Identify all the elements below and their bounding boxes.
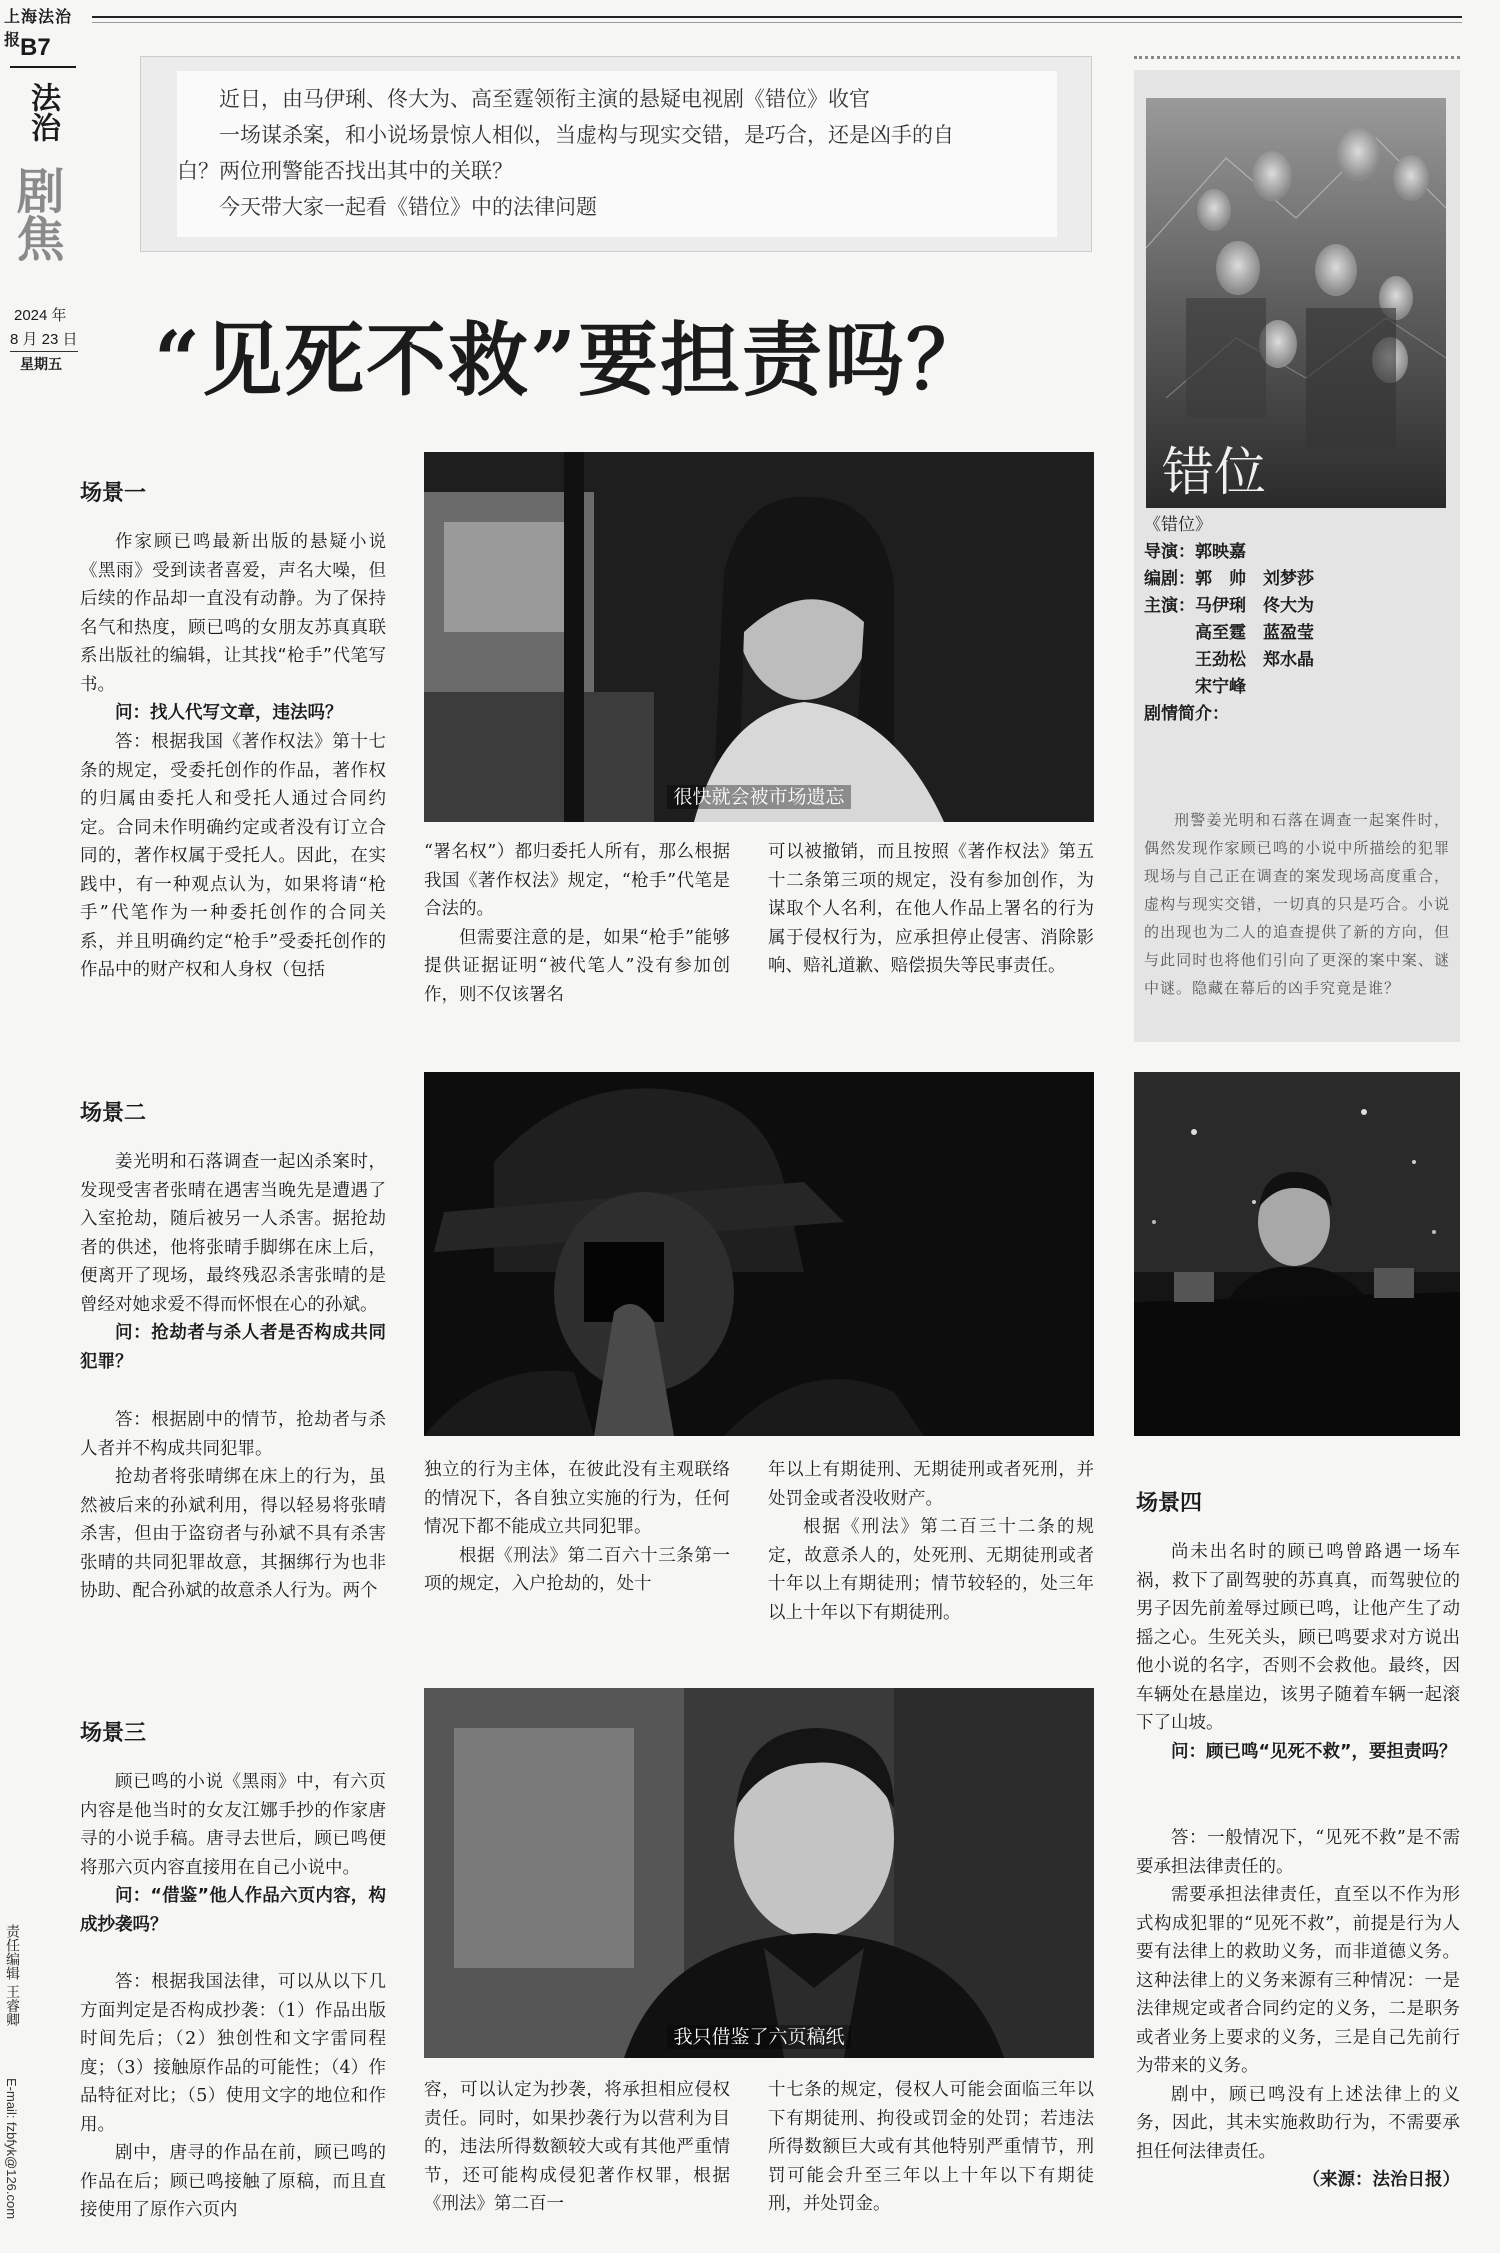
scene3-story-text: 顾已鸣的小说《黑雨》中，有六页内容是他当时的女友江娜手抄的作家唐寻的小说手稿。唐寻去世后，顾已鸣便将那六页内容直接用在自己小说中。 [80, 1772, 386, 1878]
date-day: 8 月 23 日 [10, 328, 78, 352]
cast-line: 高至霆 蓝盈莹 [1195, 623, 1314, 643]
scene3-col2 [424, 2076, 730, 2219]
intro-line: 近日，由马伊琍、佟大为、高至霆领衔主演的悬疑电视剧《错位》收官 [219, 87, 870, 111]
cast-line: 主演：马伊琍 佟大为 [1144, 596, 1314, 616]
date-weekday: 星期五 [20, 356, 62, 372]
scene2-answer-col1 [80, 1406, 386, 1606]
intro-line: 今天带大家一起看《错位》中的法律问题 [219, 195, 597, 219]
show-title: 《错位》 [1144, 515, 1212, 535]
scene3-analysis: 剧中，唐寻的作品在前，顾已鸣的作品在后；顾已鸣接触了原稿，而且直接使用了原作六页内 [80, 2143, 386, 2220]
scene2-law2: 根据《刑法》第二百三十二条的规定，故意杀人的，处死刑、无期徒刑或者十年以上有期徒刑；情节较轻的，处三年以上十年以下有期徒刑。 [768, 1517, 1094, 1623]
credits [1144, 512, 1450, 728]
scene1-answer: 答：根据我国《著作权法》第十七条的规定，受委托创作的作品，著作权的归属由委托人和受托人通过合同约定。合同未作明确约定或者没有订立合同的，著作权属于受托人。因此，在实践中，有一种观点认为，如果将请“枪手”代笔作为一种委托创作的合同关系，并且明确约定“枪手”受委托创作的作品中的财产权和人身权（包括 [80, 732, 386, 980]
scene4-question: 问：顾已鸣“见死不救”，要担责吗？ [1171, 1741, 1457, 1762]
scene3-photo-subtitle: 我只借鉴了六页稿纸 [424, 2022, 1094, 2049]
scene1-answer-cont: “署名权”）都归委托人所有，那么根据我国《著作权法》规定，“枪手”代笔是合法的。 [424, 842, 730, 919]
scene3-question: 问：“借鉴”他人作品六页内容，构成抄袭吗？ [80, 1886, 386, 1935]
sidebar-dotted-rule [1134, 56, 1460, 63]
date-year: 2024 年 [14, 307, 67, 324]
scene-title: 场景三 [80, 1721, 147, 1746]
page-number: B7 [20, 34, 51, 61]
page-rule [10, 66, 76, 68]
scene-title: 场景二 [80, 1101, 147, 1126]
scene2-story [80, 1148, 386, 1376]
scene3-answer-col1 [80, 1968, 386, 2225]
section-name: 法治 [25, 82, 60, 142]
scene1-photo-subtitle: 很快就会被市场遗忘 [424, 782, 1094, 809]
scene3-col3 [768, 2076, 1094, 2219]
scene2-col3 [768, 1456, 1094, 1627]
scene-title: 场景四 [1136, 1491, 1203, 1516]
scene3-story [80, 1768, 386, 1939]
writer: 编剧：郭 帅 刘梦莎 [1144, 569, 1314, 589]
scene4-answer [1136, 1824, 1460, 2195]
scene4-photo [1134, 1072, 1460, 1436]
scene1-story [80, 528, 386, 728]
director: 导演：郭映嘉 [1144, 542, 1246, 562]
headline: “见死不救”要担责吗？ [154, 313, 989, 407]
scene2-law1: 根据《刑法》第二百六十三条第一项的规定，入户抢劫的，处十 [424, 1545, 730, 1594]
responsible-editor: 责任编辑 王睿卿 [4, 1924, 20, 2027]
top-rule [92, 16, 1462, 18]
scene4-analysis: 需要承担法律责任，直至以不作为形式构成犯罪的“见死不救”，前提是行为人要有法律上的救助义务，而非道德义务。这种法律上的义务来源有三种情况：一是法律规定或者合同约定的义务，二是职务或者业务上要求的义务，三是自己先前行为带来的义务。 [1136, 1885, 1460, 2076]
scene3-photo [424, 1688, 1094, 2058]
scene2-analysis: 抢劫者将张晴绑在床上的行为，虽然被后来的孙斌利用，得以轻易将张晴杀害，但由于盗窃者与孙斌不具有杀害张晴的共同犯罪故意，其捆绑行为也非协助、配合孙斌的故意杀人行为。两个 [80, 1467, 386, 1601]
scene2-answer: 答：根据剧中的情节，抢劫者与杀人者并不构成共同犯罪。 [80, 1410, 386, 1459]
scene1-answer-col3 [768, 838, 1094, 981]
scene1-answer-end: 可以被撤销，而且按照《著作权法》第五十二条第三项的规定，没有参加创作，为谋取个人名利，在他人作品上署名的行为属于侵权行为，应承担停止侵害、消除影响、赔礼道歉、赔偿损失等民事责任。 [768, 842, 1094, 976]
scene1-note: 但需要注意的是，如果“枪手”能够提供证据证明“被代笔人”没有参加创作，则不仅该署名 [424, 927, 730, 1005]
synopsis: 刑警姜光明和石落在调查一起案件时，偶然发现作家顾已鸣的小说中所描绘的犯罪现场与自己正在调查的案发现场高度重合，虚构与现实交错，一切真的只是巧合。小说的出现也为二人的追查提供了新的方向，但与此同时也将他们引向了更深的案中案、谜中谜。隐藏在幕后的凶手究竟是谁？ [1144, 811, 1450, 997]
masthead [0, 0, 88, 2253]
scene3-col2-text: 容，可以认定为抄袭，将承担相应侵权责任。同时，如果抄袭行为以营利为目的，违法所得数额较大或有其他严重情节，还可能构成侵犯著作权罪，根据《刑法》第二百一 [424, 2080, 730, 2214]
intro-box [140, 56, 1092, 252]
intro-line: 白？两位刑警能否找出其中的关联？ [177, 159, 513, 183]
top-rule-thin [92, 22, 1462, 23]
scene2-col2-text: 独立的行为主体，在彼此没有主观联络的情况下，各自独立实施的行为，任何情况下都不能成立共同犯罪。 [424, 1460, 730, 1537]
scene3-col3-text: 十七条的规定，侵权人可能会面临三年以下有期徒刑、拘役或罚金的处罚；若违法所得数额巨大或有其他特别严重情节，刑罚可能会升至三年以上十年以下有期徒刑，并处罚金。 [768, 2080, 1094, 2214]
synopsis-label: 剧情简介： [1144, 704, 1229, 724]
intro-inner [177, 71, 1057, 237]
scene2-photo [424, 1072, 1094, 1436]
cast-line: 宋宁峰 [1195, 677, 1246, 697]
source-credit: （来源：法治日报） [1302, 2170, 1460, 2190]
drama-poster [1146, 98, 1446, 508]
scene1-photo [424, 452, 1094, 822]
scene4-story [1136, 1538, 1460, 1766]
scene4-answer-text: 答：一般情况下，“见死不救”是不需要承担法律责任的。 [1136, 1828, 1460, 1877]
poster-title: 错位 [1162, 443, 1267, 503]
scene3-answer: 答：根据我国法律，可以从以下几方面判定是否构成抄袭：（1）作品出版时间先后；（2）独创性和文字雷同程度；（3）接触原作品的可能性；（4）作品特征对比；（5）使用文字的地位和作用。 [80, 1972, 386, 2135]
scene2-story-text: 姜光明和石落调查一起凶杀案时，发现受害者张晴在遇害当晚先是遭遇了入室抢劫，随后被另一人杀害。据抢劫者的供述，他将张晴手脚绑在床上后，便离开了现场，最终残忍杀害张晴的是曾经对她求爱不得而怀恨在心的孙斌。 [80, 1152, 386, 1315]
editor-email: E-mail: fzbfyk@126.com [4, 2078, 19, 2220]
section-subname: 剧焦 [8, 166, 64, 262]
sidebar [1134, 70, 1460, 1042]
cast-line: 王劲松 郑水晶 [1195, 650, 1314, 670]
scene-title: 场景一 [80, 481, 147, 506]
scene4-conclusion: 剧中，顾已鸣没有上述法律上的义务，因此，其未实施救助行为，不需要承担任何法律责任。 [1136, 2084, 1460, 2162]
scene1-answer-col2 [424, 838, 730, 1009]
scene2-question: 问：抢劫者与杀人者是否构成共同犯罪？ [80, 1323, 386, 1372]
scene2-col2 [424, 1456, 730, 1599]
scene1-question: 问：找人代写文章，违法吗？ [115, 703, 343, 723]
scene2-col3-text: 年以上有期徒刑、无期徒刑或者死刑，并处罚金或者没收财产。 [768, 1460, 1094, 1509]
scene1-answer-col1 [80, 728, 386, 985]
paper-name: 上海法治报 [4, 7, 73, 49]
scene1-story-text: 作家顾已鸣最新出版的悬疑小说《黑雨》受到读者喜爱，声名大噪，但后续的作品却一直没有动静。为了保持名气和热度，顾已鸣的女朋友苏真真联系出版社的编辑，让其找“枪手”代笔写书。 [80, 532, 386, 695]
intro-line: 一场谋杀案，和小说场景惊人相似，当虚构与现实交错，是巧合，还是凶手的自 [219, 123, 954, 147]
scene4-story-text: 尚未出名时的顾已鸣曾路遇一场车祸，救下了副驾驶的苏真真，而驾驶位的男子因先前羞辱过顾已鸣，让他产生了动摇之心。生死关头，顾已鸣要求对方说出他小说的名字，否则不会救他。最终，因车辆处在悬崖边，该男子随着车辆一起滚下了山坡。 [1136, 1542, 1460, 1733]
